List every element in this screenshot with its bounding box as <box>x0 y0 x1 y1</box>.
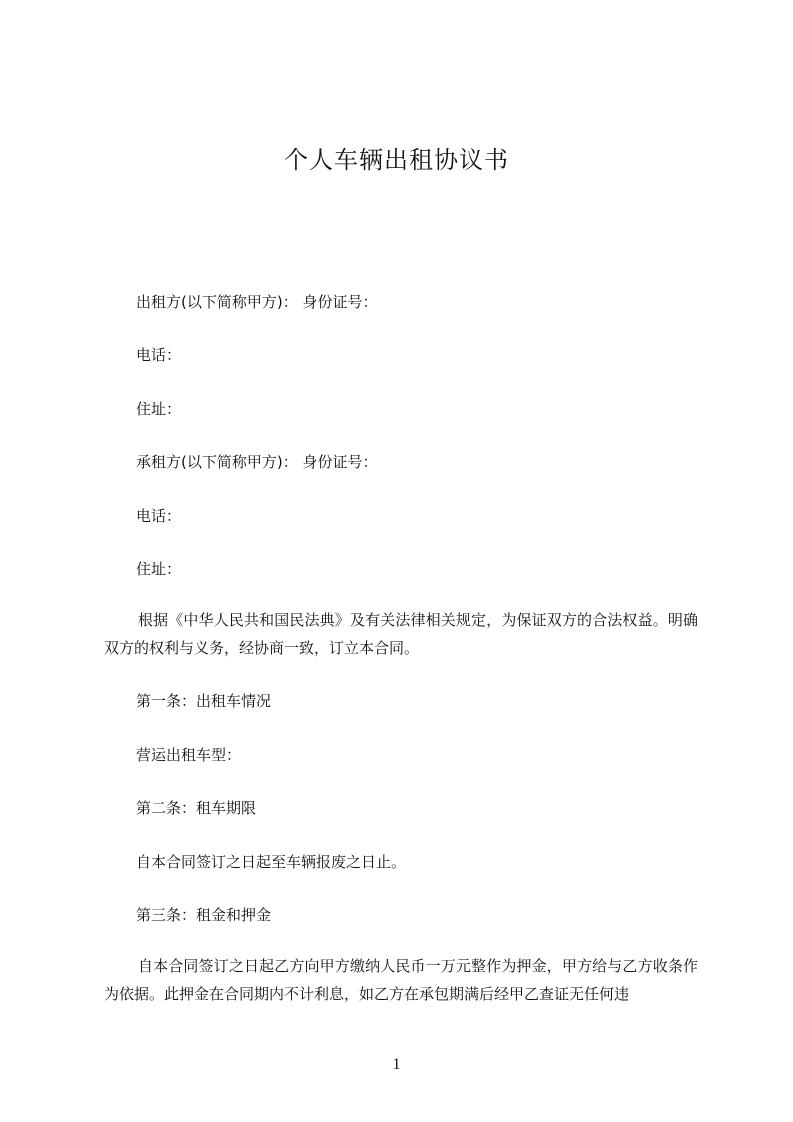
lessee-phone-label: 电话： <box>136 507 182 525</box>
lessor-address-label: 住址： <box>136 400 182 418</box>
page-number: 1 <box>392 1056 401 1073</box>
lessee-address-label: 住址： <box>136 560 182 578</box>
lessee-party-line: 承租方(以下简称甲方)： 身份证号： <box>136 453 378 471</box>
article-3-body: 自本合同签订之日起乙方向甲方缴纳人民币一万元整作为押金，甲方给与乙方收条作为依据。此押金在合同期内不计利息，如乙方在承包期满后经甲乙查证无任何违 <box>104 957 698 1003</box>
article-1-body: 营运出租车型： <box>136 746 242 764</box>
lessor-party-line: 出租方(以下简称甲方)： 身份证号： <box>136 293 378 311</box>
document-title: 个人车辆出租协议书 <box>284 146 509 174</box>
article-2-body: 自本合同签订之日起至车辆报废之日止。 <box>136 853 407 871</box>
preamble-paragraph: 根据《中华人民共和国民法典》及有关法律相关规定，为保证双方的合法权益。明确双方的权利与义务，经协商一致，订立本合同。 <box>104 611 698 657</box>
lessor-phone-label: 电话： <box>136 346 182 364</box>
article-3-heading: 第三条：租金和押金 <box>136 906 272 924</box>
article-1-heading: 第一条：出租车情况 <box>136 692 272 710</box>
article-2-heading: 第二条：租车期限 <box>136 799 257 817</box>
